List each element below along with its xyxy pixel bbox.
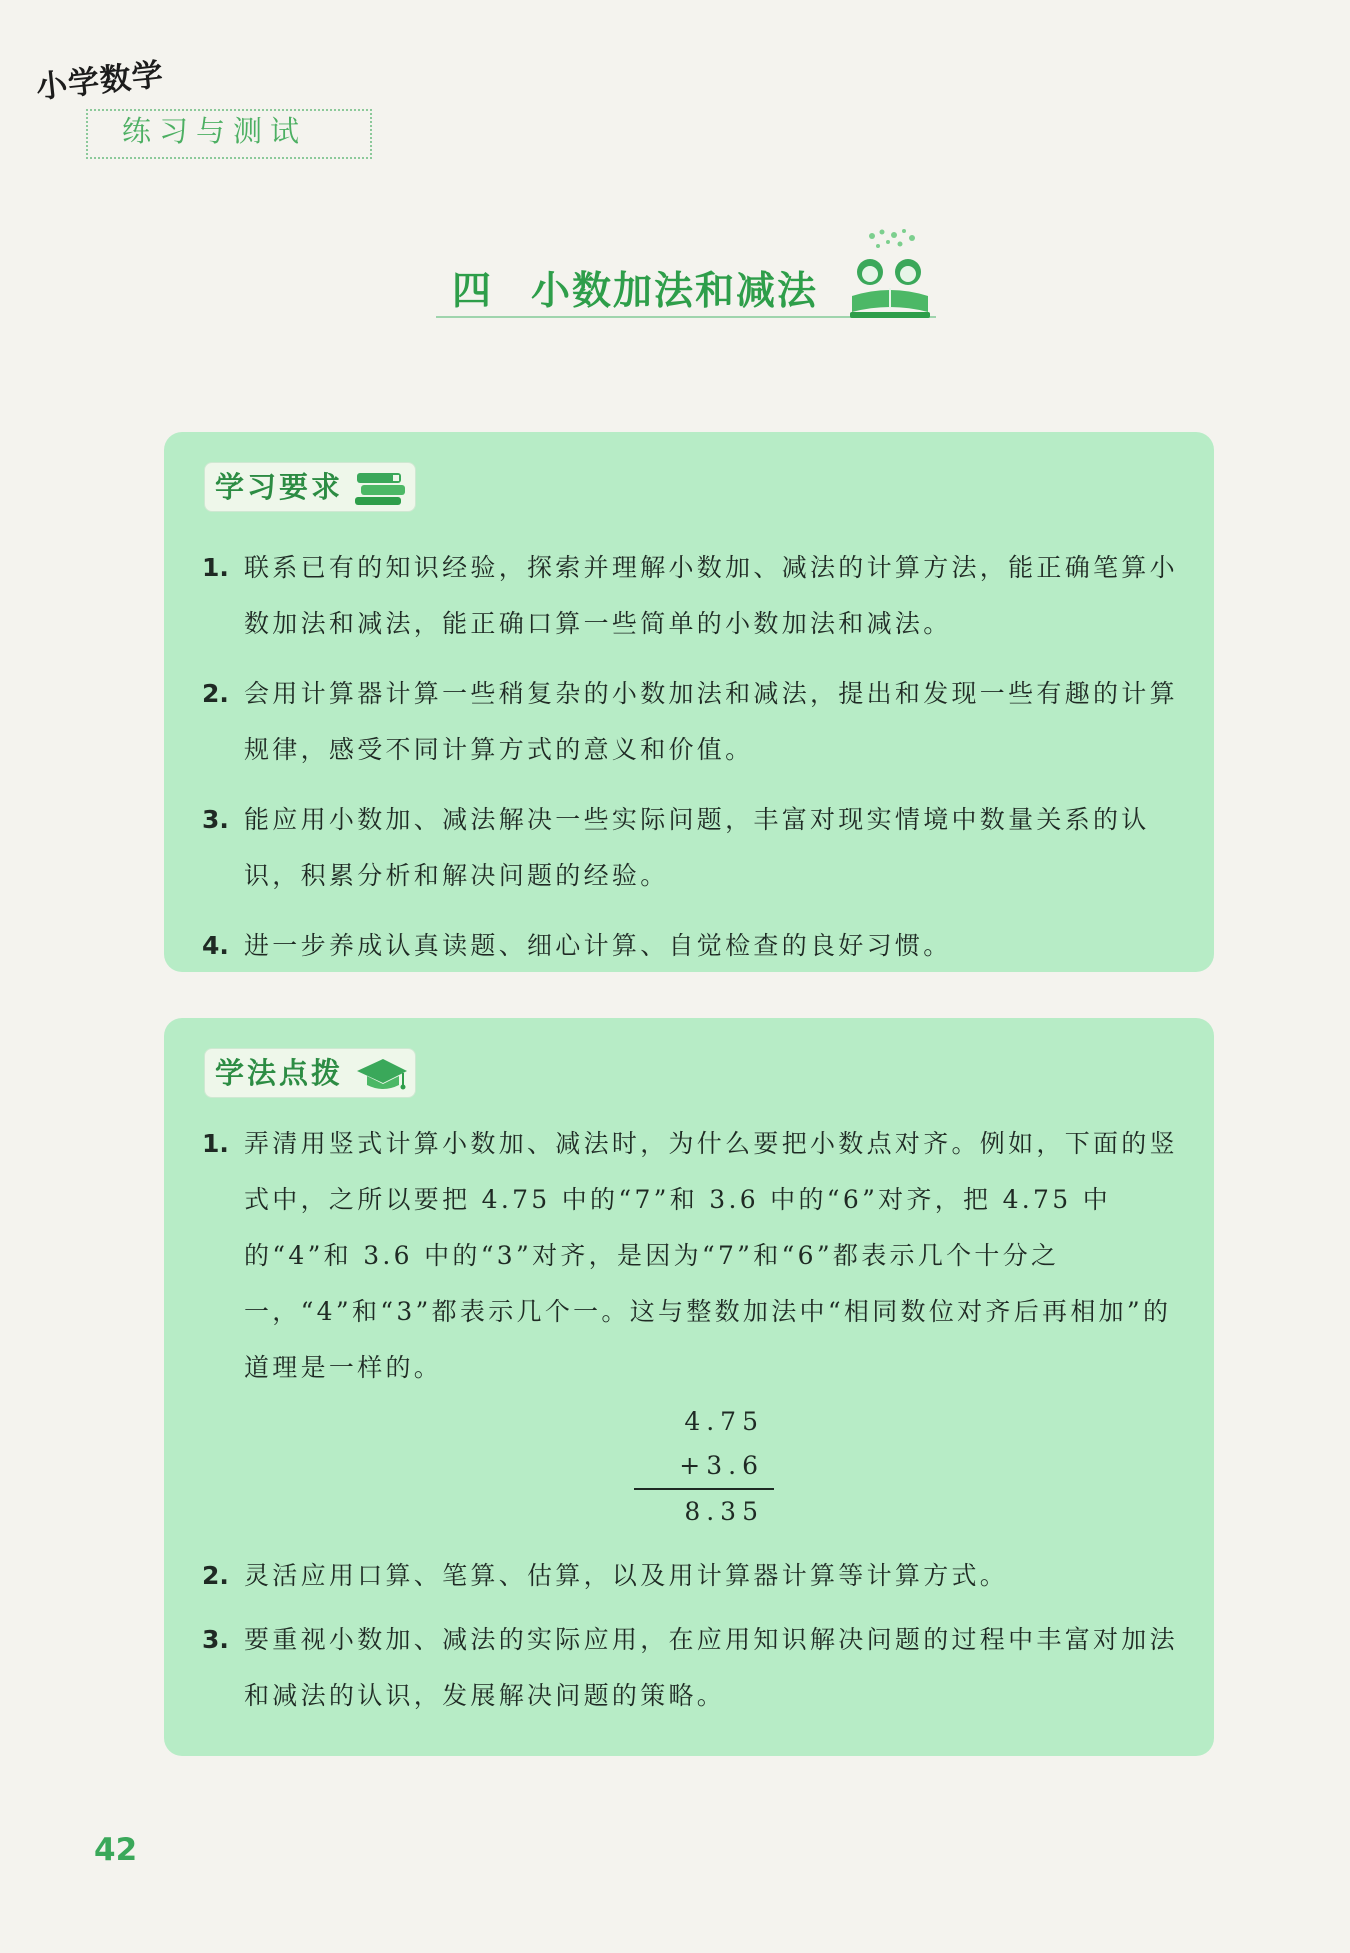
learning-requirements-panel — [164, 432, 1214, 972]
list-item: 1. 联系已有的知识经验，探索并理解小数加、减法的计算方法，能正确笔算小数加法和减法，能正确口算一些简单的小数加法和减法。 — [202, 553, 1178, 638]
learning-requirements-tag — [204, 462, 416, 512]
study-tips-label: 学法点拨 — [215, 1056, 344, 1090]
page-number: 42 — [94, 1832, 138, 1868]
study-tips-list — [202, 1116, 1184, 1732]
learning-requirements-label: 学习要求 — [215, 470, 344, 504]
series-header — [34, 56, 372, 159]
graduation-cap-icon — [353, 1053, 409, 1093]
calc-result: 8.35 — [684, 1497, 764, 1526]
chapter-heading — [436, 248, 936, 318]
list-item: 2. 会用计算器计算一些稍复杂的小数加法和减法，提出和发现一些有趣的计算规律，感受不同计算方式的意义和价值。 — [202, 679, 1178, 764]
series-title: 小学数学 — [34, 56, 166, 106]
chapter-title — [452, 260, 818, 316]
vertical-calculation — [624, 1400, 774, 1534]
calc-line-2: +3.6 — [679, 1451, 764, 1480]
list-item: 3. 要重视小数加、减法的实际应用，在应用知识解决问题的过程中丰富对加法和减法的认识，发展解决问题的策略。 — [202, 1625, 1178, 1710]
list-item: 3. 能应用小数加、减法解决一些实际问题，丰富对现实情境中数量关系的认识，积累分析和解决问题的经验。 — [202, 805, 1150, 890]
chapter-number: 四 — [452, 268, 494, 314]
study-tips-panel — [164, 1018, 1214, 1756]
list-item: 1. 弄清用竖式计算小数加、减法时，为什么要把小数点对齐。例如，下面的竖式中，之所以要把 4.75 中的“7”和 3.6 中的“6”对齐，把 4.75 中的“4”和 3.6 中的“3”对齐，是因为“7”和“6”都表示几个十分之一，“4”和“3”都表示几个一。这与整数加法中“相同数位对齐后再相加”的道理是一样的。 4.75 +3.6 8.35 — [202, 1116, 1184, 1534]
list-item: 2. 灵活应用口算、笔算、估算，以及用计算器计算等计算方式。 — [202, 1561, 1009, 1590]
calc-line-1: 4.75 — [684, 1407, 764, 1436]
series-subtitle: 练习与测试 — [86, 109, 372, 159]
chapter-name: 小数加法和减法 — [531, 268, 819, 314]
learning-requirements-list — [202, 540, 1184, 988]
list-item: 4. 进一步养成认真读题、细心计算、自觉检查的良好习惯。 — [202, 931, 952, 960]
study-tips-tag — [204, 1048, 416, 1098]
reading-kids-icon — [842, 226, 938, 322]
book-icon — [353, 467, 409, 507]
